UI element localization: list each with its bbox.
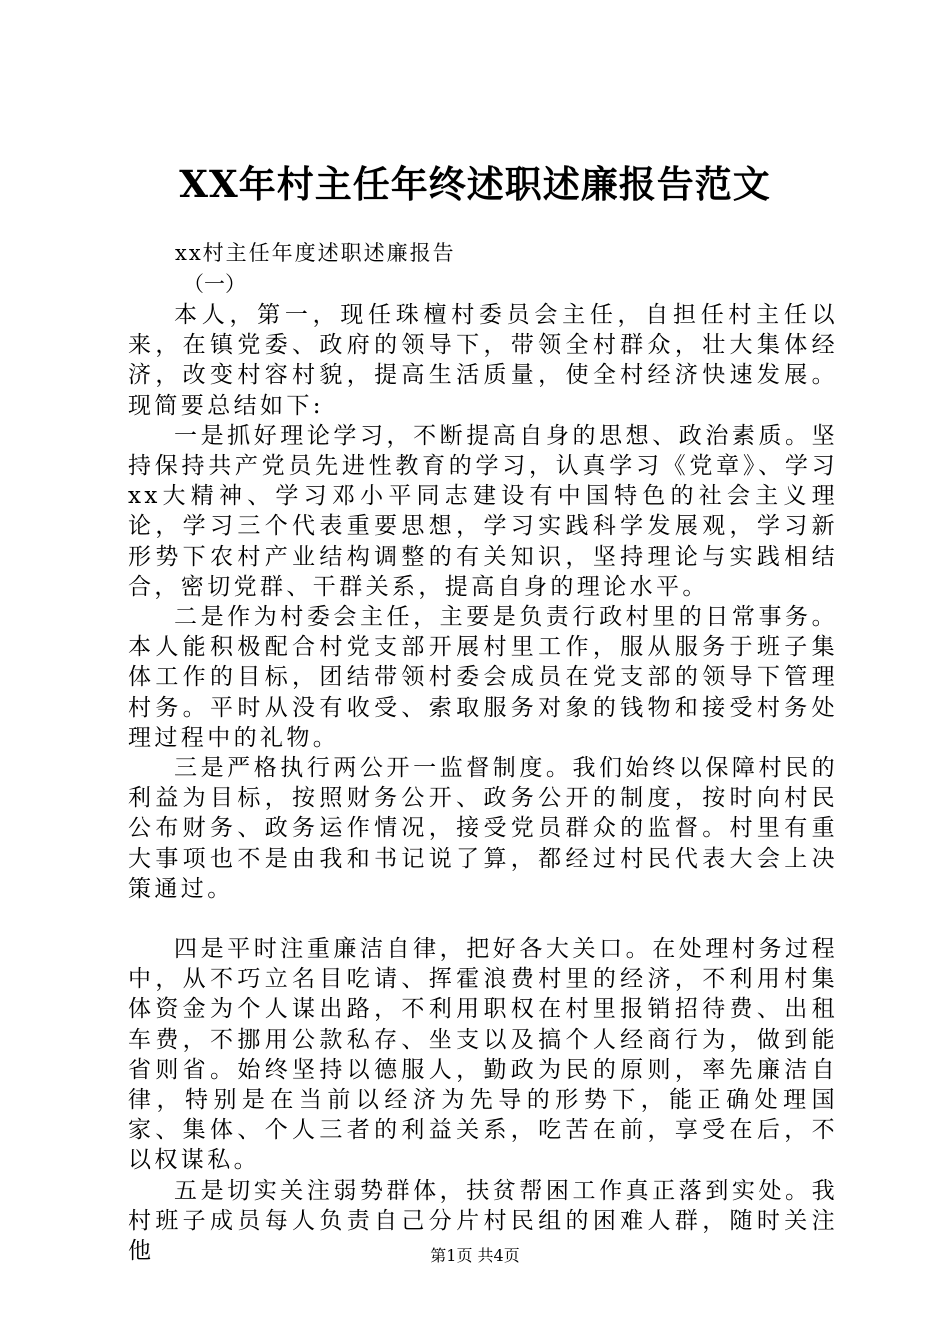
paragraph: 本人，第一，现任珠檀村委员会主任，自担任村主任以来，在镇党委、政府的领导下，带领全村群众，壮大集体经济，改变村容村貌，提高生活质量，使全村经济快速发展。现简要总结如下: [128, 302, 838, 419]
paragraph: 三是严格执行两公开一监督制度。我们始终以保障村民的利益为目标，按照财务公开、政务公开的制度，按时向村民公布财务、政务运作情况，接受党员群众的监督。村里有重大事项也不是由我和书记说了算，都经过村民代表大会上决策通过。 [128, 755, 838, 902]
page-footer: 第1页 共4页 [430, 1246, 520, 1265]
paragraph: 二是作为村委会主任，主要是负责行政村里的日常事务。本人能积极配合村党支部开展村里工作，服从服务于班子集体工作的目标，团结带领村委会成员在党支部的领导下管理村务。平时从没有收受、索取服务对象的钱物和接受村务处理过程中的礼物。 [128, 604, 838, 751]
document-title: XX年村主任年终述职述廉报告范文 [179, 162, 771, 206]
document-subtitle: xx村主任年度述职述廉报告 [175, 241, 456, 265]
paragraph: 四是平时注重廉洁自律，把好各大关口。在处理村务过程中，从不巧立名目吃请、挥霍浪费村里的经济，不利用村集体资金为个人谋出路，不利用职权在村里报销招待费、出租车费，不挪用公款私存、坐支以及搞个人经商行为，做到能省则省。始终坚持以德服人，勤政为民的原则，率先廉洁自律，特别是在当前以经济为先导的形势下，能正确处理国家、集体、个人三者的利益关系，吃苦在前，享受在后，不以权谋私。 [128, 936, 838, 1174]
section-label: （一） [183, 272, 246, 296]
document-body [128, 300, 838, 1266]
paragraph: 一是抓好理论学习，不断提高自身的思想、政治素质。坚持保持共产党员先进性教育的学习，认真学习《党章》、学习xx大精神、学习邓小平同志建设有中国特色的社会主义理论，学习三个代表重要思想，学习实践科学发展观，学习新形势下农村产业结构调整的有关知识，坚持理论与实践相结合，密切党群、干群关系，提高自身的理论水平。 [128, 422, 838, 600]
paragraph: 五是切实关注弱势群体，扶贫帮困工作真正落到实处。我村班子成员每人负责自己分片村民组的困难人群，随时关注他 [128, 1177, 838, 1265]
